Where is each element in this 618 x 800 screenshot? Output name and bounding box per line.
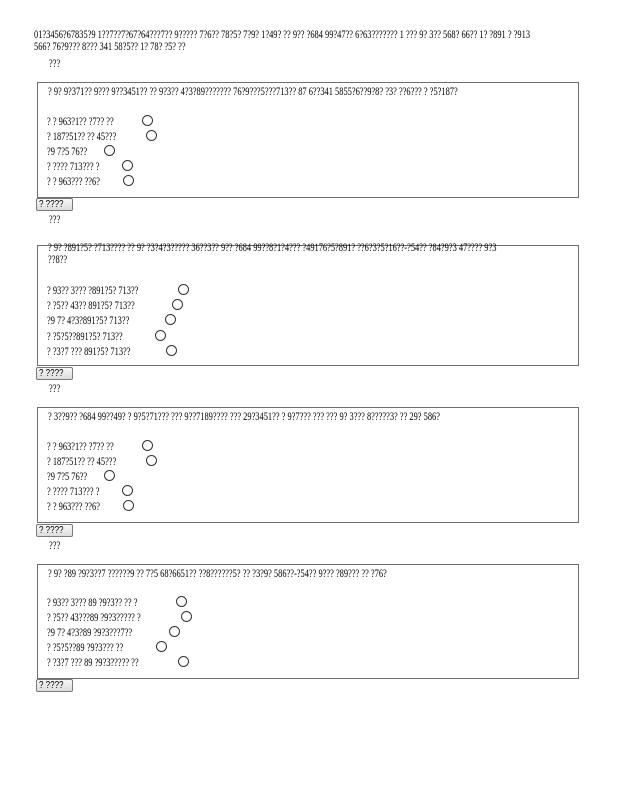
question-4-option-4[interactable]: ? ?5?5??89 ?9?3??? ?? — [47, 641, 167, 653]
radio-button[interactable] — [178, 284, 189, 295]
question-2-option-4[interactable]: ? ?5?5??891?5? 713?? — [47, 330, 166, 342]
question-1-box — [37, 82, 579, 198]
question-3-option-3[interactable]: ?9 7?5 76?? — [47, 470, 115, 482]
radio-button[interactable] — [156, 641, 167, 652]
radio-button[interactable] — [181, 611, 192, 622]
question-2-option-5[interactable]: ? ?3?7 ??? 891?5? 713?? — [47, 345, 177, 357]
question-3-heading: ??? — [49, 381, 61, 395]
question-3-option-5[interactable]: ? ? 963??? ??6? — [47, 500, 134, 512]
radio-button[interactable] — [142, 115, 153, 126]
question-2-option-3[interactable]: ?9 7? 4?3?891?5? 713?? — [47, 314, 176, 326]
radio-button[interactable] — [155, 330, 166, 341]
intro-line-1: 01?3456?67835?9 1??7??7?67?64???7?? 9????? 7?6?? 78?5? 7?9? 1?49? ?? 9?? ?684 99?47?? 6?63??????? 1 ??? 9? 3?? 568? 66?? 1? ?891 ? ?913 — [34, 27, 531, 41]
question-1-option-3[interactable]: ?9 7?5 76?? — [47, 145, 115, 157]
question-2-submit-button[interactable]: ? ???? — [36, 367, 73, 380]
question-2-heading: ??? — [49, 212, 61, 226]
question-1-option-1[interactable]: ? ? 963?1?? ?7?? ?? — [47, 115, 153, 127]
question-4-text: ? 9? ?89 ?9?3??7 ??????9 ?? 7?5 68?6651?? ??8??????5? ?? ?3?9? 586??-?54?? 9??? ?89??? ?? ?76? — [48, 566, 387, 580]
question-4-heading: ??? — [49, 538, 61, 552]
question-4-box — [37, 564, 579, 679]
question-4-option-5[interactable]: ? ?3?7 ??? 89 ?9?3????? ?? — [47, 656, 189, 668]
question-3-option-2[interactable]: ? 187?51?? ?? 45??? — [47, 455, 157, 467]
question-3-option-1[interactable]: ? ? 963?1?? ?7?? ?? — [47, 440, 153, 452]
question-3-text: ? 3??9?? ?684 99??49? ? 9?5?71??? ??? 9??7189???? ??? 29?3451?? ? 9?7??? ??? ??? 9? 3??? 8?????3? ?? 29? 586? — [48, 409, 440, 423]
radio-button[interactable] — [169, 626, 180, 637]
radio-button[interactable] — [142, 440, 153, 451]
radio-button[interactable] — [104, 145, 115, 156]
question-1-option-4[interactable]: ? ???? 713??? ? — [47, 160, 133, 172]
radio-button[interactable] — [123, 175, 134, 186]
question-1-option-5[interactable]: ? ? 963??? ??6? — [47, 175, 134, 187]
question-4-submit-button[interactable]: ? ???? — [36, 679, 73, 692]
question-1-text: ? 9? 9?371?? 9??? 9??3451?? ?? 9?3?? 4?3?89??????? 76?9???5???713?? 87 6??341 5855?6??9?8? ?3? ??6??? ? ?5?187? — [48, 84, 458, 98]
radio-button[interactable] — [146, 455, 157, 466]
radio-button[interactable] — [176, 596, 187, 607]
question-2-option-2[interactable]: ? ?5?? 43?? 891?5? 713?? — [47, 299, 183, 311]
radio-button[interactable] — [122, 485, 133, 496]
radio-button[interactable] — [122, 160, 133, 171]
radio-button[interactable] — [146, 130, 157, 141]
question-4-option-1[interactable]: ? 93?? 3??? 89 ?9?3?? ?? ? — [47, 596, 187, 608]
radio-button[interactable] — [178, 656, 189, 667]
question-1-heading: ??? — [49, 56, 61, 70]
radio-button[interactable] — [104, 470, 115, 481]
radio-button[interactable] — [123, 500, 134, 511]
question-4-option-2[interactable]: ? ?5?? 43???89 ?9?3????? ? — [47, 611, 192, 623]
radio-button[interactable] — [172, 299, 183, 310]
question-2-option-1[interactable]: ? 93?? 3??? ?891?5? 713?? — [47, 284, 189, 296]
intro-line-2: 566? 76?9??? 8??? 341 58?5?? 1? 78? ?5? ?? — [34, 39, 186, 53]
question-1-option-2[interactable]: ? 187?51?? ?? 45??? — [47, 130, 157, 142]
radio-button[interactable] — [166, 345, 177, 356]
question-3-option-4[interactable]: ? ???? 713??? ? — [47, 485, 133, 497]
page-intro — [34, 28, 618, 52]
question-2-text: ? 9? ?891?5? ?713???? ?? 9? ?3?4?3????? 36??3?? 9?? ?684 99??8?1?4??? ?49176?5?891? ??6?3?5?16??-?54?? ?84?9?3 47???? 9?3 ??8?? — [48, 240, 497, 266]
question-3-box — [37, 407, 579, 523]
question-2-box — [37, 240, 579, 366]
question-1-submit-button[interactable]: ? ???? — [36, 198, 73, 211]
radio-button[interactable] — [165, 314, 176, 325]
question-3-submit-button[interactable]: ? ???? — [36, 524, 73, 537]
question-4-option-3[interactable]: ?9 7? 4?3?89 ?9?3???7?? — [47, 626, 180, 638]
